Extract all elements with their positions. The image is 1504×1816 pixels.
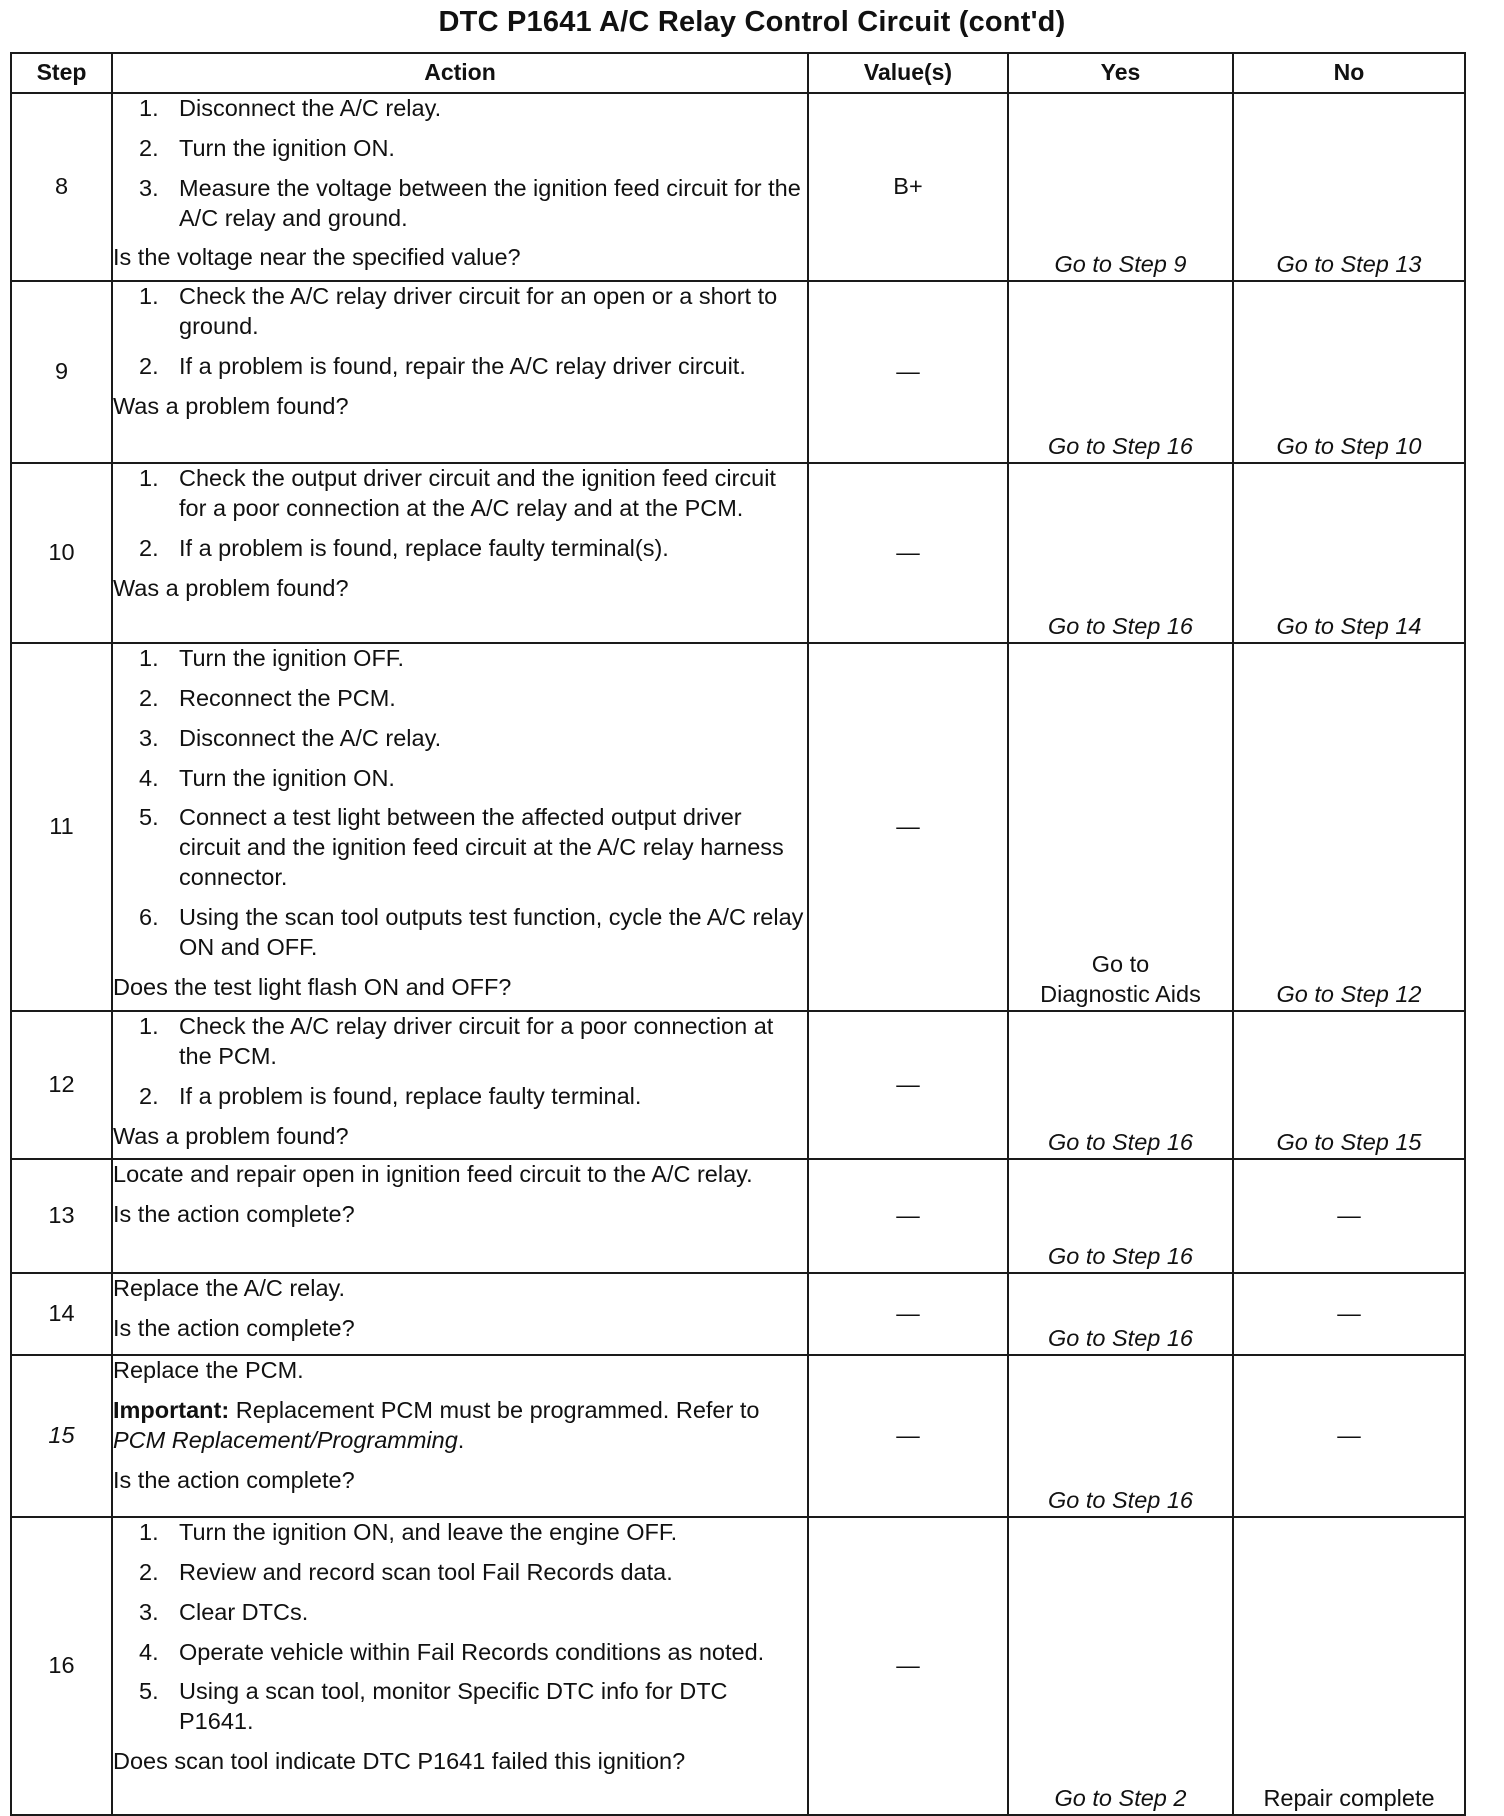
yes-cell: Go to Step 16	[1008, 1273, 1233, 1355]
item-text: Disconnect the A/C relay.	[179, 95, 442, 121]
action-item	[113, 1638, 807, 1668]
diagnostic-table	[10, 52, 1466, 1816]
action-item	[113, 282, 807, 342]
table-row	[11, 93, 1465, 281]
action-text: Replace the A/C relay.	[113, 1275, 346, 1301]
action-cell	[112, 1159, 808, 1273]
item-number: 5.	[139, 1678, 159, 1705]
page-title: DTC P1641 A/C Relay Control Circuit (cont'd)	[438, 6, 1066, 38]
step-number: 11	[11, 643, 112, 1011]
action-cell	[112, 281, 808, 463]
step-number: 9	[11, 281, 112, 463]
action-item	[113, 1558, 807, 1588]
table-row	[11, 463, 1465, 643]
item-number: 4.	[139, 764, 159, 791]
step-number: 10	[11, 463, 112, 643]
action-item	[113, 644, 807, 674]
action-text: Replace the PCM.	[113, 1357, 304, 1383]
yes-cell: Go to Step 16	[1008, 281, 1233, 463]
step-number: 15	[11, 1355, 112, 1517]
action-item	[113, 94, 807, 124]
yes-cell: Go to Step 16	[1008, 1159, 1233, 1273]
item-number: 1.	[139, 1519, 159, 1545]
no-cell: Go to Step 13	[1233, 93, 1465, 281]
item-number: 1.	[139, 283, 159, 309]
action-question: Is the voltage near the specified value?	[113, 244, 521, 271]
action-cell	[112, 1273, 808, 1355]
value-cell: —	[808, 643, 1008, 1011]
action-item	[113, 1677, 807, 1737]
action-item	[113, 1012, 807, 1072]
action-item	[113, 684, 807, 714]
yes-cell: Go to Step 9	[1008, 93, 1233, 281]
action-question: Is the action complete?	[113, 1314, 355, 1341]
no-cell: —	[1233, 1355, 1465, 1517]
action-list	[113, 94, 807, 233]
item-number: 2.	[139, 1082, 159, 1109]
important-text: Replacement PCM must be programmed. Refer to	[229, 1396, 760, 1423]
step-number: 12	[11, 1011, 112, 1159]
item-number: 3.	[139, 724, 159, 751]
table-header-row	[11, 53, 1465, 93]
step-number: 16	[11, 1517, 112, 1815]
item-text: Clear DTCs.	[179, 1598, 309, 1625]
table-row	[11, 1159, 1465, 1273]
item-number: 3.	[139, 1598, 159, 1625]
action-list	[113, 1518, 807, 1737]
action-cell	[112, 643, 808, 1011]
action-cell	[112, 1517, 808, 1815]
table-row	[11, 1011, 1465, 1159]
no-cell: Go to Step 12	[1233, 643, 1465, 1011]
step-number: 13	[11, 1159, 112, 1273]
action-cell	[112, 93, 808, 281]
yes-cell: Go to Step 16	[1008, 463, 1233, 643]
value-cell: —	[808, 1355, 1008, 1517]
item-text: Measure the voltage between the ignition feed circuit for the A/C relay and ground.	[179, 174, 801, 231]
item-number: 2.	[139, 684, 159, 711]
action-question: Was a problem found?	[113, 1122, 349, 1149]
item-number: 1.	[139, 1013, 159, 1039]
action-item	[113, 724, 807, 754]
action-item	[113, 803, 807, 893]
action-list	[113, 1012, 807, 1112]
item-text: Turn the ignition ON.	[179, 134, 395, 161]
table-row	[11, 643, 1465, 1011]
item-text: If a problem is found, repair the A/C relay driver circuit.	[179, 352, 746, 379]
no-cell: Go to Step 14	[1233, 463, 1465, 643]
value-cell: —	[808, 281, 1008, 463]
action-item	[113, 1518, 807, 1548]
item-text: Turn the ignition OFF.	[179, 645, 405, 671]
item-number: 6.	[139, 903, 159, 930]
important-note	[113, 1396, 807, 1456]
step-number: 8	[11, 93, 112, 281]
item-text: If a problem is found, replace faulty terminal(s).	[179, 534, 669, 561]
header-step: Step	[11, 53, 112, 93]
action-question: Was a problem found?	[113, 392, 349, 419]
action-item	[113, 764, 807, 794]
value-cell: —	[808, 1517, 1008, 1815]
item-text: Check the A/C relay driver circuit for an open or a short to ground.	[179, 283, 778, 339]
action-list	[113, 282, 807, 382]
action-item	[113, 464, 807, 524]
yes-cell: Go to Step 16	[1008, 1355, 1233, 1517]
important-label: Important:	[113, 1396, 230, 1423]
action-question: Is the action complete?	[113, 1200, 355, 1227]
value-cell: —	[808, 1273, 1008, 1355]
item-number: 1.	[139, 95, 159, 121]
item-text: Using the scan tool outputs test function, cycle the A/C relay ON and OFF.	[179, 903, 804, 960]
item-text: Check the A/C relay driver circuit for a poor connection at the PCM.	[179, 1013, 774, 1069]
action-item	[113, 903, 807, 963]
header-values: Value(s)	[808, 53, 1008, 93]
no-cell: —	[1233, 1273, 1465, 1355]
item-text: Operate vehicle within Fail Records conditions as noted.	[179, 1638, 765, 1665]
action-list	[113, 644, 807, 963]
item-number: 3.	[139, 174, 159, 201]
no-cell: Go to Step 15	[1233, 1011, 1465, 1159]
item-text: Reconnect the PCM.	[179, 684, 396, 711]
item-text: Review and record scan tool Fail Records data.	[179, 1558, 673, 1585]
yes-line-1: Go to	[1091, 951, 1150, 978]
value-cell: B+	[808, 93, 1008, 281]
header-action: Action	[112, 53, 808, 93]
action-item	[113, 534, 807, 564]
step-number: 14	[11, 1273, 112, 1355]
item-text: Turn the ignition ON, and leave the engine OFF.	[179, 1519, 678, 1545]
table-row	[11, 1517, 1465, 1815]
action-item	[113, 134, 807, 164]
reference-link: PCM Replacement/Programming	[113, 1426, 458, 1453]
item-number: 1.	[139, 645, 159, 671]
action-text: Locate and repair open in ignition feed circuit to the A/C relay.	[113, 1161, 753, 1187]
header-no: No	[1233, 53, 1465, 93]
value-cell: —	[808, 1159, 1008, 1273]
action-question: Was a problem found?	[113, 574, 349, 601]
item-number: 2.	[139, 352, 159, 379]
yes-cell: Go to Step 16	[1008, 1011, 1233, 1159]
important-end: .	[457, 1426, 465, 1453]
action-item	[113, 1082, 807, 1112]
action-item	[113, 174, 807, 234]
item-number: 1.	[139, 465, 159, 491]
item-number: 4.	[139, 1638, 159, 1665]
item-text: Disconnect the A/C relay.	[179, 724, 442, 751]
yes-line-2: Diagnostic Aids	[1040, 981, 1201, 1008]
action-list	[113, 464, 807, 564]
item-number: 2.	[139, 534, 159, 561]
item-text: If a problem is found, replace faulty terminal.	[179, 1082, 642, 1109]
yes-cell	[1008, 643, 1233, 1011]
item-number: 2.	[139, 134, 159, 161]
no-cell: Go to Step 10	[1233, 281, 1465, 463]
item-text: Check the output driver circuit and the ignition feed circuit for a poor connection at the A/C relay and at the PCM.	[179, 465, 776, 521]
item-text: Connect a test light between the affected output driver circuit and the ignition feed circuit at the A/C relay harness connector.	[179, 804, 784, 891]
table-row	[11, 281, 1465, 463]
no-cell: —	[1233, 1159, 1465, 1273]
item-number: 2.	[139, 1558, 159, 1585]
action-question: Does the test light flash ON and OFF?	[113, 973, 512, 1000]
item-number: 5.	[139, 804, 159, 831]
action-cell	[112, 1011, 808, 1159]
action-cell	[112, 1355, 808, 1517]
no-cell: Repair complete	[1233, 1517, 1465, 1815]
action-question: Is the action complete?	[113, 1466, 355, 1493]
yes-cell: Go to Step 2	[1008, 1517, 1233, 1815]
action-cell	[112, 463, 808, 643]
action-item	[113, 352, 807, 382]
header-yes: Yes	[1008, 53, 1233, 93]
action-question: Does scan tool indicate DTC P1641 failed this ignition?	[113, 1748, 686, 1775]
item-text: Using a scan tool, monitor Specific DTC info for DTC P1641.	[179, 1678, 728, 1735]
value-cell: —	[808, 463, 1008, 643]
table-row	[11, 1273, 1465, 1355]
action-item	[113, 1598, 807, 1628]
value-cell: —	[808, 1011, 1008, 1159]
item-text: Turn the ignition ON.	[179, 764, 395, 791]
table-row	[11, 1355, 1465, 1517]
